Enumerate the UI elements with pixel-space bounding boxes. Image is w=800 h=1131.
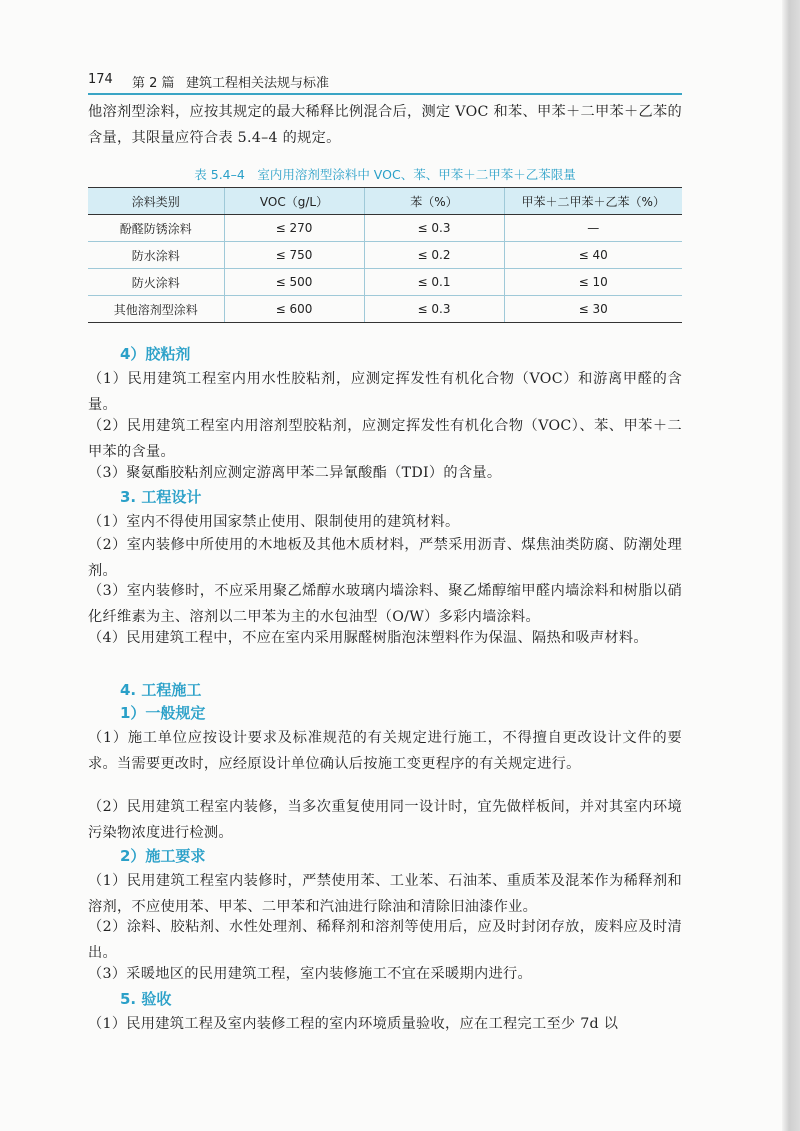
table-header-row — [88, 188, 682, 215]
table-cell: — — [504, 215, 682, 242]
page-edge-shadow — [782, 0, 800, 1131]
running-header — [88, 70, 682, 92]
table-cell: ≤ 600 — [224, 296, 364, 323]
section-heading-construction: 4. 工程施工 — [120, 681, 202, 699]
table-cell: ≤ 10 — [504, 269, 682, 296]
paragraph: （2）民用建筑工程室内用溶剂型胶粘剂，应测定挥发性有机化合物（VOC）、苯、甲苯＋二甲苯的含量。 — [88, 418, 682, 460]
column-header: 苯（%） — [364, 188, 504, 215]
table-cell: 其他溶剂型涂料 — [88, 296, 224, 323]
paragraph: （3）采暖地区的民用建筑工程，室内装修施工不宜在采暖期内进行。 — [88, 966, 532, 982]
table-cell: ≤ 30 — [504, 296, 682, 323]
table-cell: ≤ 0.1 — [364, 269, 504, 296]
table-caption: 表 5.4–4 室内用溶剂型涂料中 VOC、苯、甲苯＋二甲苯＋乙苯限量 — [194, 167, 576, 182]
paragraph: （3）室内装修时，不应采用聚乙烯醇水玻璃内墙涂料、聚乙烯醇缩甲醛内墙涂料和树脂以硝化纤维素为主、溶剂以二甲苯为主的水包油型（O/W）多彩内墙涂料。 — [88, 583, 682, 625]
paragraph: （1）民用建筑工程及室内装修工程的室内环境质量验收，应在工程完工至少 7d 以 — [88, 1016, 619, 1032]
section-heading-acceptance: 5. 验收 — [120, 990, 172, 1008]
table-row — [88, 296, 682, 323]
table-row — [88, 215, 682, 242]
table-cell: 酚醛防锈涂料 — [88, 215, 224, 242]
table-row — [88, 242, 682, 269]
paragraph: （1）民用建筑工程室内用水性胶粘剂，应测定挥发性有机化合物（VOC）和游离甲醛的含量。 — [88, 371, 682, 413]
table-cell: ≤ 40 — [504, 242, 682, 269]
table-cell: 防火涂料 — [88, 269, 224, 296]
column-header: 甲苯＋二甲苯＋乙苯（%） — [504, 188, 682, 215]
table-cell: 防水涂料 — [88, 242, 224, 269]
paragraph: （1）施工单位应按设计要求及标准规范的有关规定进行施工，不得擅自更改设计文件的要求。当需要更改时，应经原设计单位确认后按施工变更程序的有关规定进行。 — [88, 730, 682, 772]
subsection-heading-requirements: 2）施工要求 — [120, 847, 206, 865]
table-cell: ≤ 0.2 — [364, 242, 504, 269]
table-cell: ≤ 750 — [224, 242, 364, 269]
paragraph: （1）室内不得使用国家禁止使用、限制使用的建筑材料。 — [88, 514, 460, 530]
column-header: 涂料类别 — [88, 188, 224, 215]
page-number: 174 — [88, 72, 113, 87]
paragraph: （2）民用建筑工程室内装修，当多次重复使用同一设计时，宜先做样板间，并对其室内环境污染物浓度进行检测。 — [88, 799, 682, 841]
paragraph: （1）民用建筑工程室内装修时，严禁使用苯、工业苯、石油苯、重质苯及混苯作为稀释剂和溶剂，不应使用苯、甲苯、二甲苯和汽油进行除油和清除旧油漆作业。 — [88, 873, 682, 915]
paragraph: （2）涂料、胶粘剂、水性处理剂、稀释剂和溶剂等使用后，应及时封闭存放，废料应及时清出。 — [88, 919, 682, 961]
table-cell: ≤ 270 — [224, 215, 364, 242]
part-title: 建筑工程相关法规与标准 — [186, 76, 330, 91]
section-heading-design: 3. 工程设计 — [120, 488, 202, 506]
section-heading-adhesive: 4）胶粘剂 — [120, 345, 191, 363]
table-cell: ≤ 0.3 — [364, 215, 504, 242]
intro-paragraph: 他溶剂型涂料，应按其规定的最大稀释比例混合后，测定 VOC 和苯、甲苯＋二甲苯＋乙苯的含量，其限量应符合表 5.4–4 的规定。 — [88, 104, 682, 146]
table-row — [88, 269, 682, 296]
table-cell: ≤ 0.3 — [364, 296, 504, 323]
paragraph: （4）民用建筑工程中，不应在室内采用脲醛树脂泡沫塑料作为保温、隔热和吸声材料。 — [88, 630, 648, 646]
voc-limit-table — [88, 187, 682, 323]
header-rule — [88, 93, 682, 95]
subsection-heading-general: 1）一般规定 — [120, 704, 206, 722]
paragraph: （2）室内装修中所使用的木地板及其他木质材料，严禁采用沥青、煤焦油类防腐、防潮处理剂。 — [88, 537, 682, 579]
paragraph: （3）聚氨酯胶粘剂应测定游离甲苯二异氰酸酯（TDI）的含量。 — [88, 465, 502, 481]
part-label: 第 2 篇 — [132, 76, 175, 91]
table-cell: ≤ 500 — [224, 269, 364, 296]
column-header: VOC（g/L） — [224, 188, 364, 215]
